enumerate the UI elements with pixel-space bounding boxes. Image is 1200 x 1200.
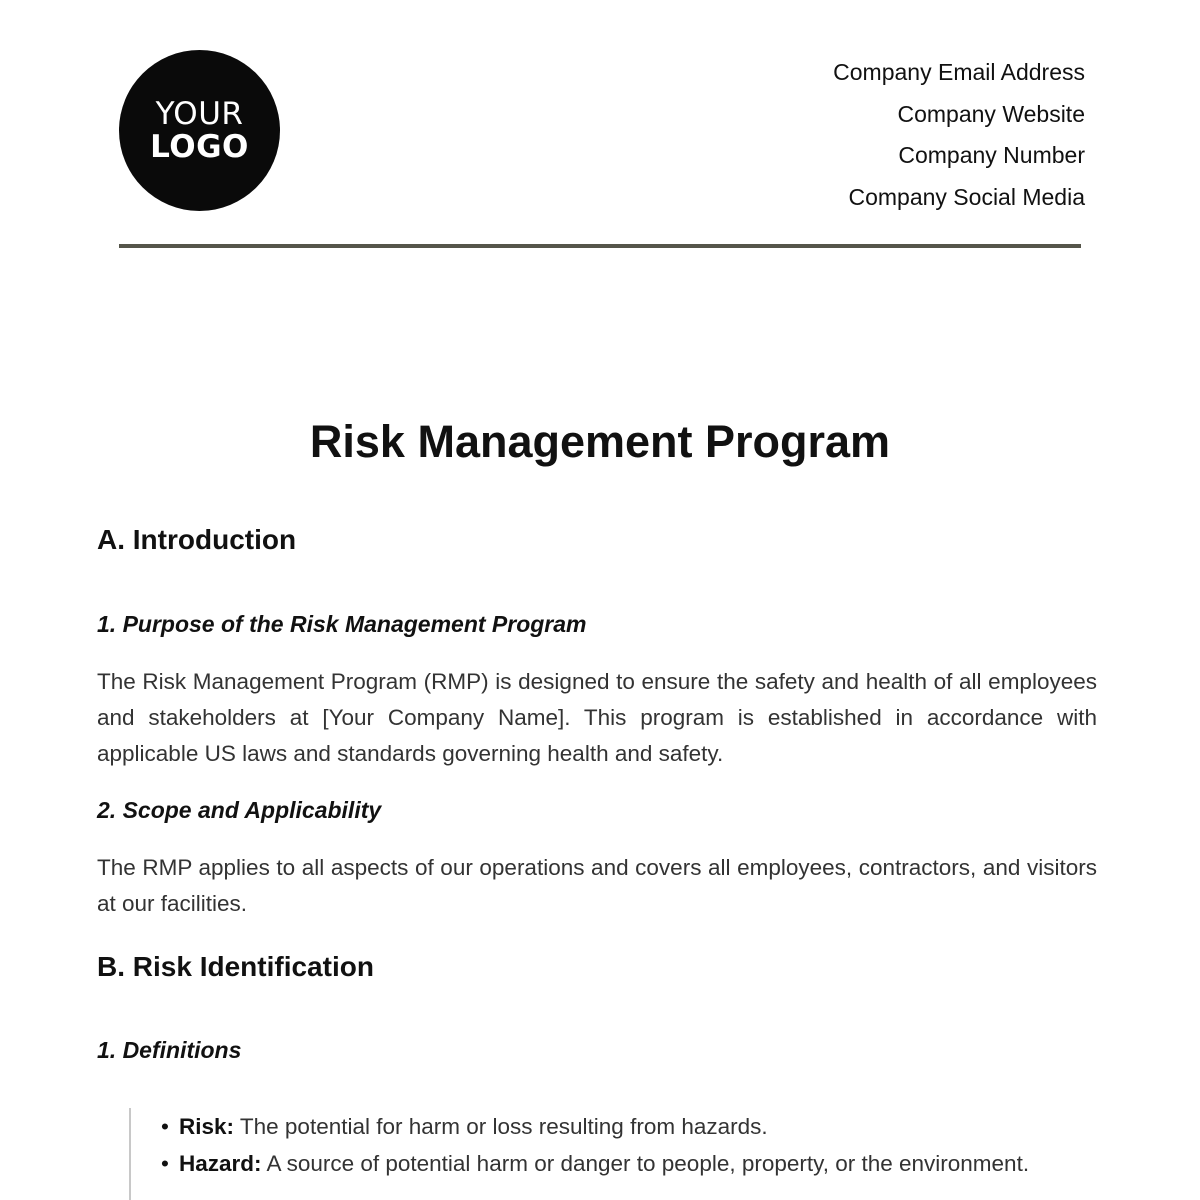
company-logo <box>119 50 280 211</box>
company-website: Company Website <box>897 100 1085 127</box>
company-number: Company Number <box>898 142 1085 168</box>
scope-paragraph: The RMP applies to all aspects of our operations and covers all employees, contractors, and visitors at our facilities. <box>97 855 1097 916</box>
definitions-block <box>129 1108 1074 1200</box>
definition-text: A source of potential harm or danger to people, property, or the environment. <box>266 1151 1030 1176</box>
definitions-subheading: 1. Definitions <box>97 1037 242 1063</box>
definition-item-risk <box>159 1108 1074 1145</box>
purpose-paragraph: The Risk Management Program (RMP) is designed to ensure the safety and health of all employees and stakeholders at [Your Company Name]. This program is established in accordance with applicable US laws and standards governing health and safety. <box>97 669 1097 766</box>
definition-text: The potential for harm or loss resulting from hazards. <box>239 1114 768 1139</box>
section-a-heading: A. Introduction <box>97 524 297 555</box>
definition-term: Risk: <box>179 1114 235 1139</box>
header-divider <box>119 244 1081 248</box>
bullet-icon: • <box>161 1151 169 1176</box>
logo-line-2: LOGO <box>150 128 249 165</box>
scope-subheading: 2. Scope and Applicability <box>97 797 382 823</box>
logo-line-1: YOUR <box>155 95 244 132</box>
definition-term: Hazard: <box>179 1151 262 1176</box>
section-b-heading: B. Risk Identification <box>97 951 374 982</box>
definition-item-hazard <box>159 1145 1074 1182</box>
bullet-icon: • <box>161 1114 169 1139</box>
document-title: Risk Management Program <box>309 416 891 467</box>
definitions-list <box>159 1108 1074 1182</box>
purpose-subheading: 1. Purpose of the Risk Management Program <box>97 611 587 637</box>
company-contact-block <box>833 52 1085 218</box>
company-social-media: Company Social Media <box>848 183 1085 210</box>
company-email: Company Email Address <box>833 59 1085 85</box>
